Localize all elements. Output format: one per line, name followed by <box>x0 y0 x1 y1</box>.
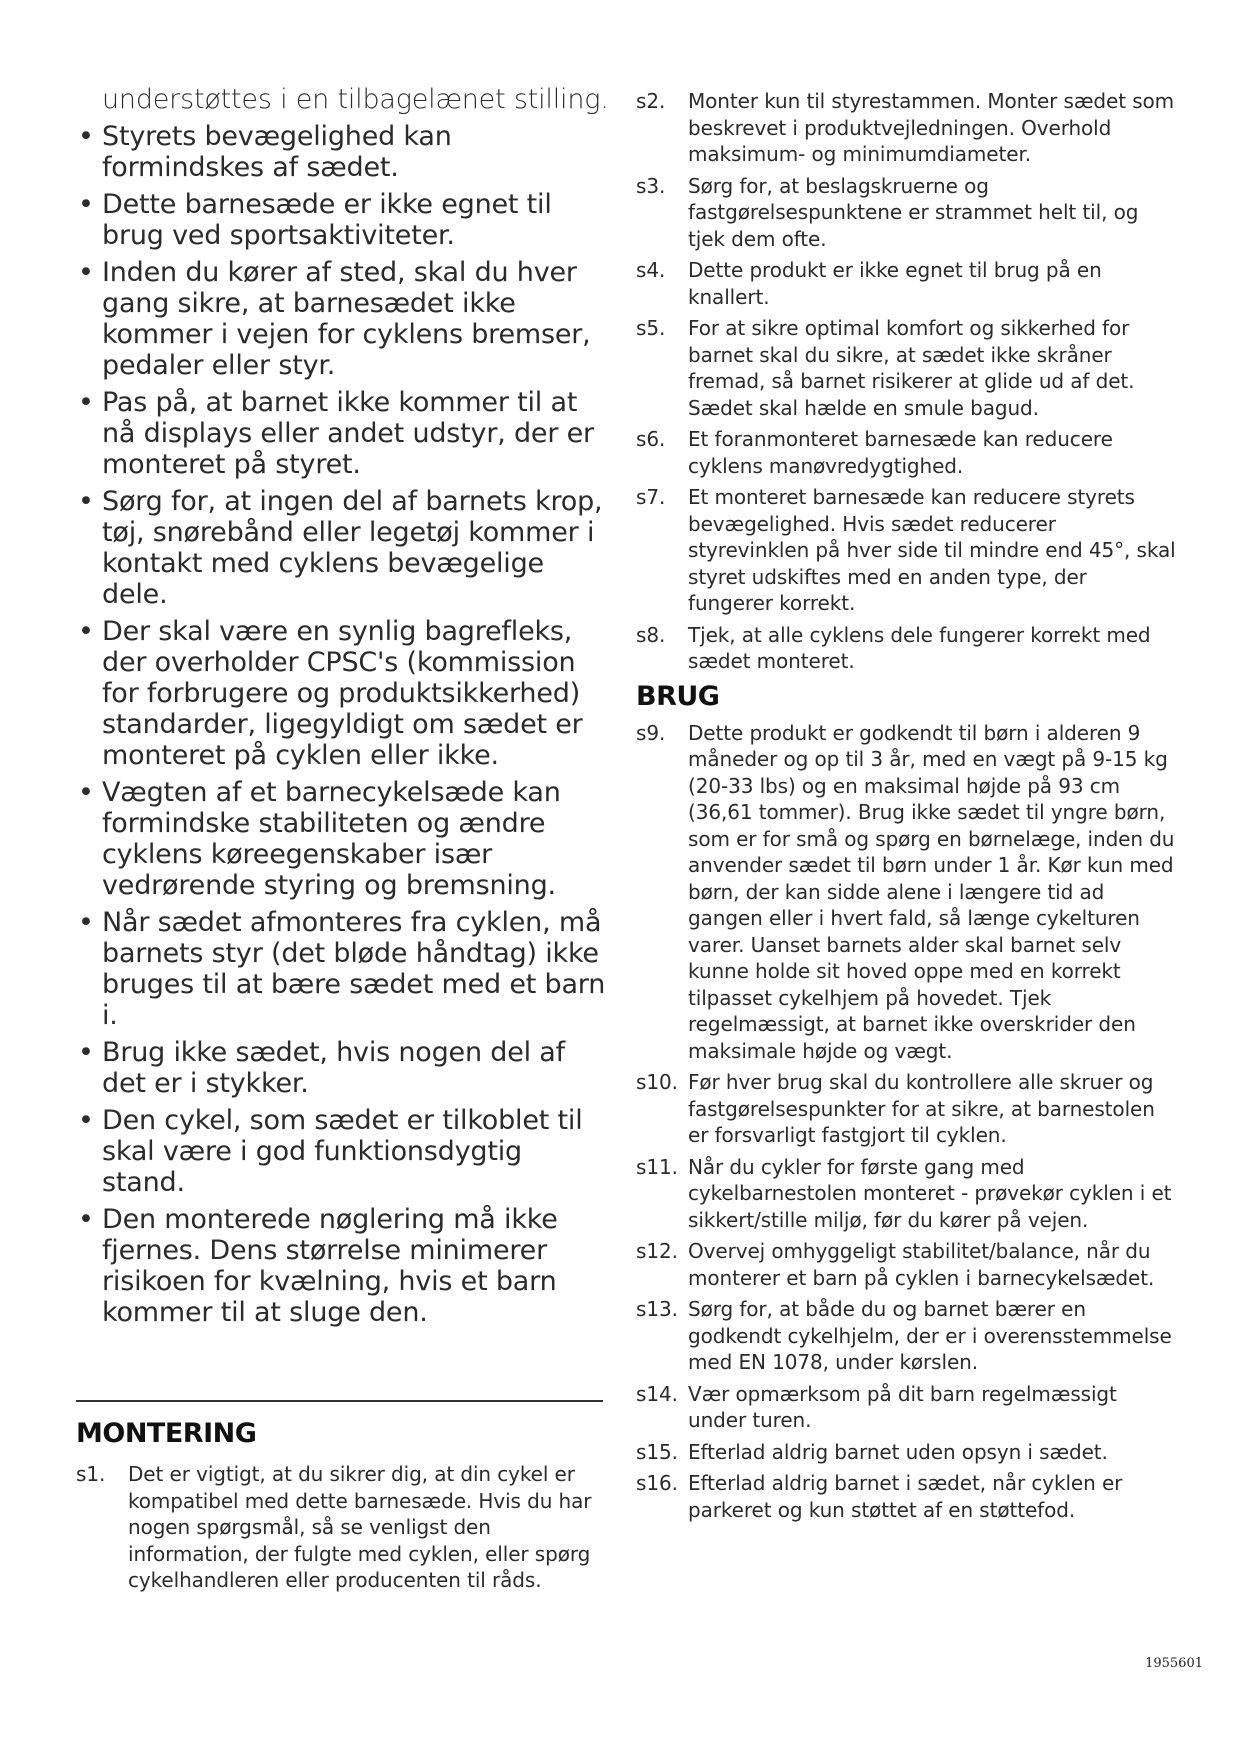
warning-bullet-list <box>76 121 612 1328</box>
brug-heading: BRUG <box>636 680 720 712</box>
item-text: Dette produkt er ikke egnet til brug på en knallert. <box>688 258 1102 309</box>
bullet-text: Styrets bevægelighed kan formindskes af sædet. <box>102 121 452 183</box>
bullet-item <box>76 777 612 901</box>
item-text: Tjek, at alle cyklens dele fungerer korrekt med sædet monteret. <box>688 622 1151 673</box>
item-text: Vær opmærksom på dit barn regelmæssigt under turen. <box>688 1381 1117 1432</box>
bullet-dot-icon: • <box>78 189 94 220</box>
item-number: s14. <box>636 1381 678 1406</box>
item-number: s8. <box>636 622 666 647</box>
bullet-text: Dette barnesæde er ikke egnet til brug ved sportsaktiviteter. <box>102 189 552 251</box>
bullet-item <box>76 1037 612 1099</box>
bullet-text: Den monterede nøglering må ikke fjernes. Dens størrelse minimerer risikoen for kvælning, hvis et barn kommer til at sluge den. <box>102 1204 558 1328</box>
numbered-item <box>636 1296 1176 1376</box>
bullet-dot-icon: • <box>78 1037 94 1068</box>
document-code: 1955601 <box>1145 1656 1203 1671</box>
item-number: s7. <box>636 485 666 509</box>
item-text: Efterlad aldrig barnet uden opsyn i sædet. <box>688 1439 1108 1464</box>
numbered-item <box>636 622 1176 675</box>
item-text: For at sikre optimal komfort og sikkerhed for barnet skal du sikre, at sædet ikke skråner fremad, så barnet risikerer at glide ud af det. Sædet skal hælde en smule bagud. <box>688 316 1135 420</box>
bullet-text: Vægten af et barnecykelsæde kan formindske stabiliteten og ændre cyklens køreegenskaber især vedrørende styring og bremsning. <box>102 777 561 901</box>
numbered-item <box>636 1381 1176 1434</box>
bullet-dot-icon: • <box>78 121 94 152</box>
right-column <box>636 88 1176 1528</box>
bullet-text: Når sædet afmonteres fra cyklen, må barnets styr (det bløde håndtag) ikke bruges til at bære sædet med et barn i. <box>102 907 606 1031</box>
item-number: s15. <box>636 1439 678 1464</box>
item-text: Overvej omhyggeligt stabilitet/balance, når du monterer et barn på cyklen i barnecykelsædet. <box>688 1239 1155 1290</box>
bullet-text: Sørg for, at ingen del af barnets krop, tøj, snørebånd eller legetøj kommer i kontakt med cyklens bevægelige dele. <box>102 486 603 610</box>
bullet-text: Pas på, at barnet ikke kommer til at nå displays eller andet udstyr, der er monteret på styret. <box>102 387 594 480</box>
bullet-dot-icon: • <box>78 907 94 938</box>
numbered-item <box>636 173 1176 253</box>
numbered-item <box>76 1461 616 1594</box>
bullet-item <box>76 1105 612 1198</box>
numbered-item <box>636 484 1176 617</box>
bullet-item <box>76 387 612 480</box>
bullet-item <box>76 907 612 1031</box>
item-text: Monter kun til styrestammen. Monter sædet som beskrevet i produktvejledningen. Overhold maksimum- og minimumdiameter. <box>688 89 1175 166</box>
numbered-item <box>636 1470 1176 1523</box>
bullet-item <box>76 1204 612 1328</box>
numbered-item <box>636 426 1176 479</box>
numbered-item <box>636 1439 1176 1466</box>
numbered-item <box>636 88 1176 168</box>
item-number: s4. <box>636 258 666 282</box>
item-text: Det er vigtigt, at du sikrer dig, at din cykel er kompatibel med dette barnesæde. Hvis du har nogen spørgsmål, så se venligst den information, der fulgte med cyklen, eller spørg cykelhandleren eller producenten til råds. <box>128 1462 592 1592</box>
numbered-item <box>636 1069 1176 1149</box>
item-number: s13. <box>636 1297 678 1321</box>
bullet-text: Den cykel, som sædet er tilkoblet til skal være i god funktionsdygtig stand. <box>102 1105 583 1198</box>
numbered-item <box>636 1154 1176 1234</box>
bullet-dot-icon: • <box>78 777 94 808</box>
item-number: s10. <box>636 1070 678 1094</box>
item-text: Dette produkt er godkendt til børn i alderen 9 måneder og op til 3 år, med en vægt på 9-15 kg (20-33 lbs) og en maksimal højde på 93 cm (36,61 tommer). Brug ikke sædet til yngre børn, som er for små og spørg en børnelæge, inden du anvender sædet til børn under 1 år. Kør kun med børn, der kan sidde alene i længere tid ad gangen eller i hvert fald, så længe cykelturen varer. Uanset barnets alder skal barnet selv kunne holde sit hoved oppe med en korrekt tilpasset cykelhjem på hovedet. Tjek regelmæssigt, at barnet ikke overskrider den maksimale højde og vægt. <box>688 720 1175 1063</box>
brug-list <box>636 720 1176 1524</box>
item-number: s2. <box>636 89 666 113</box>
section-divider <box>76 1400 603 1402</box>
bullet-text: Brug ikke sædet, hvis nogen del af det er i stykker. <box>102 1037 565 1099</box>
montering-list <box>76 1461 616 1594</box>
item-text: Et foranmonteret barnesæde kan reducere cyklens manøvredygtighed. <box>688 427 1113 478</box>
item-text: Sørg for, at både du og barnet bærer en godkendt cykelhjelm, der er i overensstemmelse med EN 1078, under kørslen. <box>688 1297 1172 1374</box>
bullet-dot-icon: • <box>78 486 94 517</box>
bullet-item <box>76 257 612 381</box>
item-text: Sørg for, at beslagskruerne og fastgørelsespunktene er strammet helt til, og tjek dem ofte. <box>688 173 1139 251</box>
item-number: s6. <box>636 427 666 451</box>
bullet-dot-icon: • <box>78 1204 94 1235</box>
item-number: s5. <box>636 316 666 340</box>
montering-list-continued <box>636 88 1176 675</box>
bullet-dot-icon: • <box>78 1105 94 1136</box>
item-number: s9. <box>636 720 666 745</box>
item-text: Før hver brug skal du kontrollere alle skruer og fastgørelsespunkter for at sikre, at barnestolen er forsvarligt fastgjort til cyklen. <box>688 1070 1155 1147</box>
montering-heading: MONTERING <box>76 1418 257 1449</box>
bullet-dot-icon: • <box>78 257 94 288</box>
bullet-item <box>76 486 612 610</box>
item-number: s12. <box>636 1239 678 1263</box>
left-column <box>76 84 612 1334</box>
intro-continuation: understøttes i en tilbagelænet stilling. <box>102 84 609 115</box>
item-text: Når du cykler for første gang med cykelbarnestolen monteret - prøvekør cyklen i et sikkert/stille miljø, før du kører på vejen. <box>688 1154 1172 1232</box>
item-number: s1. <box>76 1462 106 1486</box>
item-number: s3. <box>636 173 666 198</box>
bullet-text: Der skal være en synlig bagrefleks, der overholder CPSC's (kommission for forbrugere og produktsikkerhed) standarder, ligegyldigt om sædet er monteret på cyklen eller ikke. <box>102 616 583 771</box>
numbered-item <box>636 720 1176 1065</box>
item-number: s16. <box>636 1471 678 1495</box>
bullet-dot-icon: • <box>78 616 94 647</box>
montering-section <box>76 1418 616 1599</box>
numbered-item <box>636 257 1176 310</box>
numbered-item <box>636 1238 1176 1291</box>
numbered-item <box>636 315 1176 421</box>
item-text: Et monteret barnesæde kan reducere styrets bevægelighed. Hvis sædet reducerer styrevinklen på hver side til mindre end 45°, skal styret udskiftes med en anden type, der fungerer korrekt. <box>688 485 1176 615</box>
item-number: s11. <box>636 1154 678 1179</box>
bullet-text: Inden du kører af sted, skal du hver gang sikre, at barnesædet ikke kommer i vejen for cyklens bremser, pedaler eller styr. <box>102 257 591 381</box>
bullet-dot-icon: • <box>78 387 94 418</box>
item-text: Efterlad aldrig barnet i sædet, når cyklen er parkeret og kun støttet af en støttefod. <box>688 1471 1123 1522</box>
bullet-item <box>76 121 612 183</box>
bullet-item <box>76 616 612 771</box>
bullet-item <box>76 189 612 251</box>
